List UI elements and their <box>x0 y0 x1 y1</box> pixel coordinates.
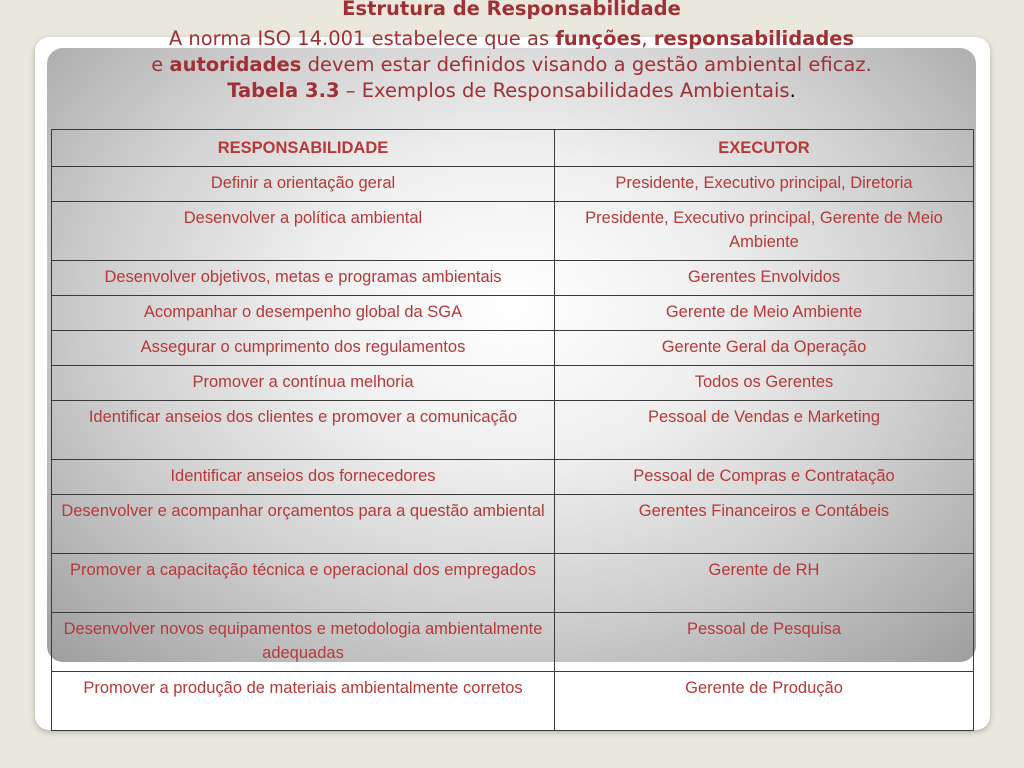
authority-text: devem estar definidos visando a gestão ambiental eficaz. <box>301 53 872 76</box>
slide-title: Estrutura de Responsabilidade <box>342 0 681 20</box>
table-caption <box>47 78 976 104</box>
table-row <box>52 167 974 202</box>
responsibility-cell: Promover a produção de materiais ambientalmente corretos <box>52 672 555 731</box>
table-row <box>52 261 974 296</box>
table-row <box>52 613 974 672</box>
executor-cell: Gerente de RH <box>555 554 974 613</box>
caption-text: – Exemplos de Responsabilidades Ambientais <box>339 79 790 102</box>
responsibility-cell: Acompanhar o desempenho global da SGA <box>52 296 555 331</box>
executor-cell: Gerente Geral da Operação <box>555 331 974 366</box>
executor-cell: Todos os Gerentes <box>555 366 974 401</box>
responsibility-cell: Promover a contínua melhoria <box>52 366 555 401</box>
table-row <box>52 296 974 331</box>
column-header-responsibility: RESPONSABILIDADE <box>52 130 555 167</box>
intro-separator: , <box>641 27 654 50</box>
authority-bold: autoridades <box>169 53 302 76</box>
responsibility-cell: Desenvolver novos equipamentos e metodologia ambientalmente adequadas <box>52 613 555 672</box>
executor-cell: Pessoal de Compras e Contratação <box>555 460 974 495</box>
table-row <box>52 366 974 401</box>
slide-header <box>47 0 976 104</box>
table-row <box>52 202 974 261</box>
table-row <box>52 554 974 613</box>
intro-text: A norma ISO 14.001 estabelece que as <box>168 27 556 50</box>
table-row <box>52 460 974 495</box>
authority-prefix: e <box>151 53 170 76</box>
caption-period: . <box>789 79 796 102</box>
table-row <box>52 401 974 460</box>
caption-label: Tabela 3.3 <box>227 79 340 102</box>
responsibilities-table <box>51 129 974 731</box>
authority-line <box>47 52 976 78</box>
responsibility-cell: Assegurar o cumprimento dos regulamentos <box>52 331 555 366</box>
intro-bold-responsibilities: responsabilidades <box>653 27 855 50</box>
table-row <box>52 672 974 731</box>
responsibility-cell: Definir a orientação geral <box>52 167 555 202</box>
intro-line <box>47 26 976 52</box>
executor-cell: Pessoal de Vendas e Marketing <box>555 401 974 460</box>
intro-bold-functions: funções <box>555 27 642 50</box>
responsibility-cell: Identificar anseios dos fornecedores <box>52 460 555 495</box>
responsibility-cell: Desenvolver e acompanhar orçamentos para a questão ambiental <box>52 495 555 554</box>
table-header-row <box>52 130 974 167</box>
responsibility-cell: Desenvolver a política ambiental <box>52 202 555 261</box>
executor-cell: Pessoal de Pesquisa <box>555 613 974 672</box>
column-header-executor: EXECUTOR <box>555 130 974 167</box>
responsibility-cell: Identificar anseios dos clientes e promover a comunicação <box>52 401 555 460</box>
executor-cell: Presidente, Executivo principal, Gerente de Meio Ambiente <box>555 202 974 261</box>
table-row <box>52 331 974 366</box>
executor-cell: Gerente de Meio Ambiente <box>555 296 974 331</box>
responsibility-cell: Promover a capacitação técnica e operacional dos empregados <box>52 554 555 613</box>
table-row <box>52 495 974 554</box>
executor-cell: Presidente, Executivo principal, Diretoria <box>555 167 974 202</box>
responsibility-cell: Desenvolver objetivos, metas e programas ambientais <box>52 261 555 296</box>
executor-cell: Gerente de Produção <box>555 672 974 731</box>
executor-cell: Gerentes Envolvidos <box>555 261 974 296</box>
executor-cell: Gerentes Financeiros e Contábeis <box>555 495 974 554</box>
